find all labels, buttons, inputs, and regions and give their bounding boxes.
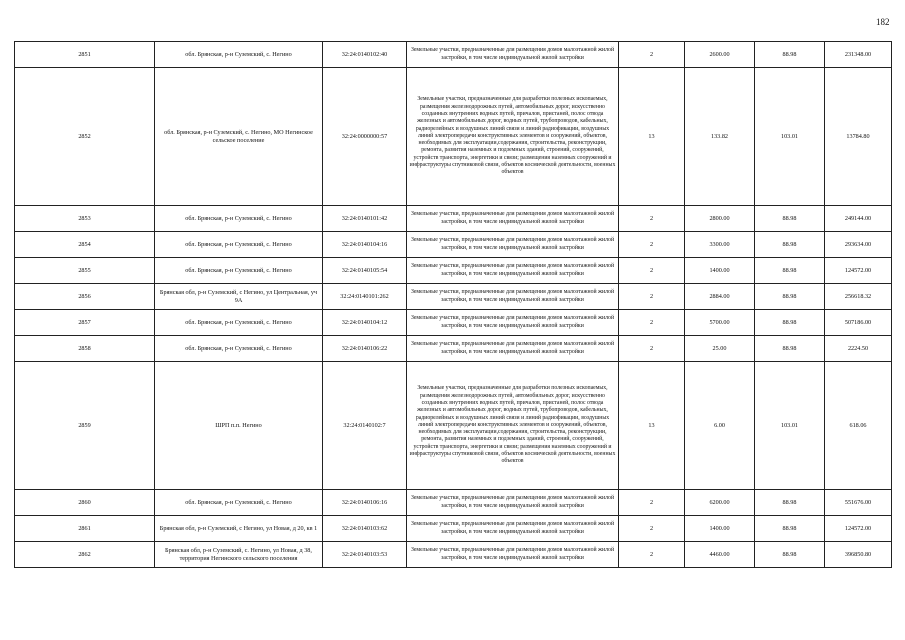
cadastral-number-cell: 32:24:0140105:54	[323, 258, 407, 284]
table-row	[15, 362, 892, 490]
address-cell: обл. Брянская, р-н Суземский, с. Негино, МО Негинское сельское поселение	[155, 68, 323, 206]
area-cell: 1400.00	[685, 516, 755, 542]
cadastral-value-cell: 293634.00	[825, 232, 892, 258]
specific-value-cell: 88.98	[755, 310, 825, 336]
row-number: 2860	[15, 490, 155, 516]
specific-value-cell: 88.98	[755, 42, 825, 68]
cadastral-number-cell: 32:24:0140103:62	[323, 516, 407, 542]
row-number: 2861	[15, 516, 155, 542]
area-cell: 1400.00	[685, 258, 755, 284]
address-cell: Брянская обл, р-н Суземский, с Негино, ул Новая, д 20, кв 1	[155, 516, 323, 542]
row-number: 2857	[15, 310, 155, 336]
area-cell: 6200.00	[685, 490, 755, 516]
specific-value-cell: 88.98	[755, 336, 825, 362]
row-number: 2853	[15, 206, 155, 232]
land-use-group-cell: 2	[619, 258, 685, 284]
area-cell: 133.82	[685, 68, 755, 206]
land-use-group-cell: 2	[619, 336, 685, 362]
cadastral-value-cell: 124572.00	[825, 516, 892, 542]
cadastral-number-cell: 32:24:0140106:16	[323, 490, 407, 516]
land-use-group-cell: 13	[619, 362, 685, 490]
land-use-description-cell: Земельные участки, предназначенные для разработки полезных ископаемых, размещения железнодорожных путей, автомобильных дорог, искусственно созданных внутренних водных путей, причалов, пристаней, полос отвода железных и автомобильных дорог, водных путей, трубопроводов, кабельных, радиорелейных и воздушных линий связи и линий радиофикации, воздушных линий электропередачи конструктивных элементов и сооружений, объектов, необходимых для эксплуатации,содержания, строительства, реконструкции, ремонта, развития наземных и подземных зданий, строений, сооружений, устройств транспорта, энергетики и связи; размещения наземных сооружений и инфраструктуры спутниковой связи, объектов космической деятельности, военных объектов	[407, 68, 619, 206]
row-number: 2852	[15, 68, 155, 206]
cadastral-value-cell: 2224.50	[825, 336, 892, 362]
table-row	[15, 206, 892, 232]
cadastral-number-cell: 32:24:0140102:40	[323, 42, 407, 68]
specific-value-cell: 88.98	[755, 490, 825, 516]
area-cell: 4460.00	[685, 542, 755, 568]
cadastral-value-cell: 618.06	[825, 362, 892, 490]
land-use-group-cell: 2	[619, 516, 685, 542]
row-number: 2854	[15, 232, 155, 258]
land-use-description-cell: Земельные участки, предназначенные для размещения домов малоэтажной жилой застройки, в том числе индивидуальной жилой застройки	[407, 516, 619, 542]
table-body	[15, 42, 892, 568]
table-row	[15, 542, 892, 568]
cadastral-value-cell: 231348.00	[825, 42, 892, 68]
address-cell: обл. Брянская, р-н Суземский, с. Негино	[155, 258, 323, 284]
cadastral-value-cell: 507186.00	[825, 310, 892, 336]
land-use-description-cell: Земельные участки, предназначенные для размещения домов малоэтажной жилой застройки, в том числе индивидуальной жилой застройки	[407, 490, 619, 516]
cadastral-value-cell: 124572.00	[825, 258, 892, 284]
specific-value-cell: 88.98	[755, 258, 825, 284]
page-number: 182	[876, 17, 890, 27]
land-use-group-cell: 2	[619, 206, 685, 232]
specific-value-cell: 103.01	[755, 68, 825, 206]
row-number: 2856	[15, 284, 155, 310]
address-cell: обл. Брянская, р-н Суземский, с. Негино	[155, 42, 323, 68]
cadastral-value-cell: 256618.32	[825, 284, 892, 310]
area-cell: 6.00	[685, 362, 755, 490]
address-cell: Брянская обл, р-н Суземский, с. Негино, ул Новая, д 38, территория Негинского сельского поселения	[155, 542, 323, 568]
land-use-group-cell: 2	[619, 284, 685, 310]
address-cell: обл. Брянская, р-н Суземский, с. Негино	[155, 490, 323, 516]
specific-value-cell: 88.98	[755, 542, 825, 568]
table-row	[15, 516, 892, 542]
cadastral-value-cell: 551676.00	[825, 490, 892, 516]
table-row	[15, 68, 892, 206]
land-use-group-cell: 2	[619, 310, 685, 336]
cadastral-value-cell: 396850.80	[825, 542, 892, 568]
address-cell: ШРП п.п. Негино	[155, 362, 323, 490]
land-use-description-cell: Земельные участки, предназначенные для размещения домов малоэтажной жилой застройки, в том числе индивидуальной жилой застройки	[407, 336, 619, 362]
cadastral-register-table	[14, 41, 892, 568]
area-cell: 5700.00	[685, 310, 755, 336]
address-cell: обл. Брянская, р-н Суземский, с. Негино	[155, 336, 323, 362]
area-cell: 2600.00	[685, 42, 755, 68]
specific-value-cell: 88.98	[755, 232, 825, 258]
table-row	[15, 42, 892, 68]
table-row	[15, 310, 892, 336]
specific-value-cell: 88.98	[755, 284, 825, 310]
area-cell: 2884.00	[685, 284, 755, 310]
table-row	[15, 258, 892, 284]
land-use-description-cell: Земельные участки, предназначенные для размещения домов малоэтажной жилой застройки, в том числе индивидуальной жилой застройки	[407, 42, 619, 68]
cadastral-number-cell: 32:24:0140102:7	[323, 362, 407, 490]
row-number: 2858	[15, 336, 155, 362]
address-cell: Брянская обл, р-н Суземский, с Негино, ул Центральная, уч 9А	[155, 284, 323, 310]
specific-value-cell: 103.01	[755, 362, 825, 490]
land-use-description-cell: Земельные участки, предназначенные для разработки полезных ископаемых, размещения железнодорожных путей, автомобильных дорог, искусственно созданных внутренних водных путей, причалов, пристаней, полос отвода железных и автомобильных дорог, водных путей, трубопроводов, кабельных, радиорелейных и воздушных линий связи и линий радиофикации, воздушных линий электропередачи конструктивных элементов и сооружений, объектов, необходимых для эксплуатации,содержания, строительства, реконструкции, ремонта, развития наземных и подземных зданий, строений, сооружений, устройств транспорта, энергетики и связи; размещения наземных сооружений и инфраструктуры спутниковой связи, объектов космической деятельности, военных объектов	[407, 362, 619, 490]
land-use-group-cell: 2	[619, 42, 685, 68]
cadastral-number-cell: 32:24:0140103:53	[323, 542, 407, 568]
land-use-group-cell: 2	[619, 232, 685, 258]
land-use-description-cell: Земельные участки, предназначенные для размещения домов малоэтажной жилой застройки, в том числе индивидуальной жилой застройки	[407, 542, 619, 568]
address-cell: обл. Брянская, р-н Суземский, с. Негино	[155, 206, 323, 232]
address-cell: обл. Брянская, р-н Суземский, с. Негино	[155, 310, 323, 336]
cadastral-number-cell: 32:24:0140101:262	[323, 284, 407, 310]
cadastral-number-cell: 32:24:0140106:22	[323, 336, 407, 362]
area-cell: 25.00	[685, 336, 755, 362]
table-row	[15, 490, 892, 516]
area-cell: 2800.00	[685, 206, 755, 232]
cadastral-number-cell: 32:24:0140104:16	[323, 232, 407, 258]
land-use-group-cell: 2	[619, 490, 685, 516]
cadastral-value-cell: 13784.80	[825, 68, 892, 206]
specific-value-cell: 88.98	[755, 516, 825, 542]
row-number: 2855	[15, 258, 155, 284]
land-use-description-cell: Земельные участки, предназначенные для размещения домов малоэтажной жилой застройки, в том числе индивидуальной жилой застройки	[407, 284, 619, 310]
land-use-description-cell: Земельные участки, предназначенные для размещения домов малоэтажной жилой застройки, в том числе индивидуальной жилой застройки	[407, 232, 619, 258]
row-number: 2859	[15, 362, 155, 490]
land-use-description-cell: Земельные участки, предназначенные для размещения домов малоэтажной жилой застройки, в том числе индивидуальной жилой застройки	[407, 206, 619, 232]
area-cell: 3300.00	[685, 232, 755, 258]
land-use-group-cell: 2	[619, 542, 685, 568]
land-use-description-cell: Земельные участки, предназначенные для размещения домов малоэтажной жилой застройки, в том числе индивидуальной жилой застройки	[407, 258, 619, 284]
specific-value-cell: 88.98	[755, 206, 825, 232]
row-number: 2851	[15, 42, 155, 68]
table-row	[15, 232, 892, 258]
cadastral-number-cell: 32:24:0140104:12	[323, 310, 407, 336]
land-use-group-cell: 13	[619, 68, 685, 206]
row-number: 2862	[15, 542, 155, 568]
address-cell: обл. Брянская, р-н Суземский, с. Негино	[155, 232, 323, 258]
table-row	[15, 284, 892, 310]
cadastral-number-cell: 32:24:0000000:57	[323, 68, 407, 206]
cadastral-value-cell: 249144.00	[825, 206, 892, 232]
land-use-description-cell: Земельные участки, предназначенные для размещения домов малоэтажной жилой застройки, в том числе индивидуальной жилой застройки	[407, 310, 619, 336]
cadastral-number-cell: 32:24:0140101:42	[323, 206, 407, 232]
table-row	[15, 336, 892, 362]
